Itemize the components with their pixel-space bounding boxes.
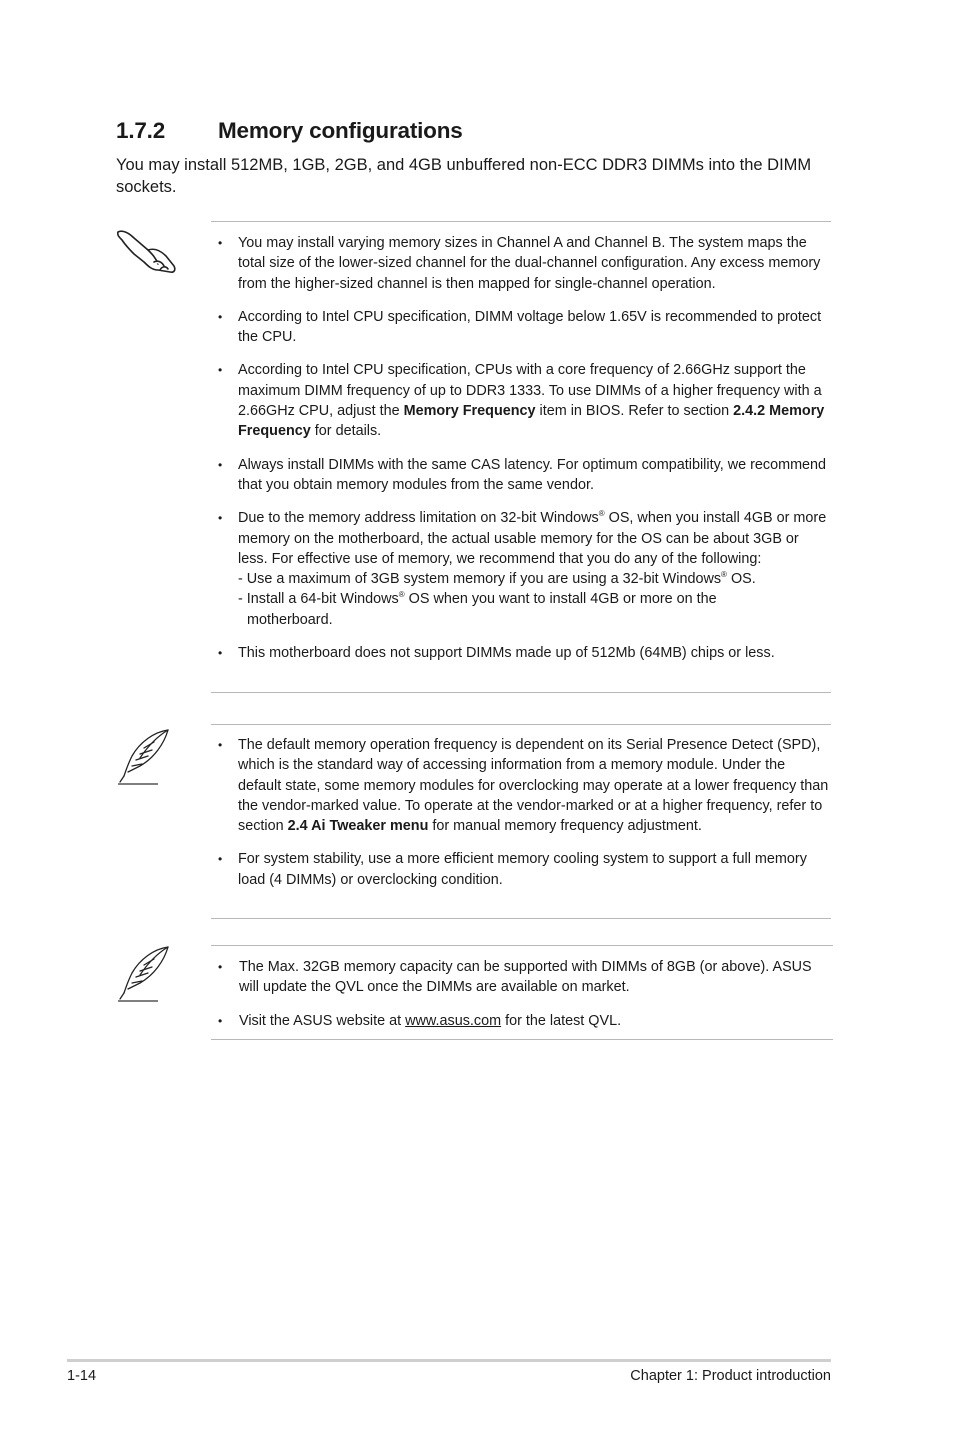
bullet: • (218, 738, 223, 752)
bullet: • (218, 511, 223, 526)
hand-pointing-icon (114, 226, 180, 276)
list-item: • According to Intel CPU specification, CPUs with a core frequency of 2.66GHz support the maximum DIMM frequency of up to DDR3 1333. To use DIMMs of a higher frequency with a 2.66GHz CPU, adjust the Memory Frequency item in BIOS. Refer to section 2.4.2 Memory Frequency for details. (218, 362, 825, 440)
bold-ref: 2.4.2 Memory Frequency (238, 403, 825, 440)
sub-item: - Install a 64-bit Windows® OS when you want to install 4GB or more on the (238, 590, 717, 608)
important-box (211, 221, 831, 693)
note-list-2 (211, 946, 833, 1031)
list-item: • The Max. 32GB memory capacity can be supported with DIMMs of 8GB (or above). ASUS will update the QVL once the DIMMs are available on market. (218, 959, 812, 996)
note-box-1 (211, 724, 831, 919)
footer-divider (67, 1359, 831, 1362)
bullet: • (218, 1013, 223, 1028)
bullet: • (218, 309, 223, 324)
sub-item-continuation: motherboard. (247, 611, 333, 628)
bullet: • (218, 363, 223, 378)
page-number: 1-14 (67, 1368, 97, 1384)
list-item: • You may install varying memory sizes in Channel A and Channel B. The system maps the total size of the lower-sized channel for the dual-channel configuration. Any excess memory from the higher-sized channel is then mapped for single-channel operation. (218, 235, 821, 292)
list-item: • Due to the memory address limitation on 32-bit Windows® OS, when you install 4GB or more memory on the motherboard, the actual usable memory for the OS can be about 3GB or less. For effective use of memory, we recommend that you do any of the following: - Use a maximum of 3GB system memory if you are using a 32-bit Windows® OS. - Install a 64-bit Windows® OS when you want to install 4GB or more on the motherboard. (211, 508, 831, 630)
bullet: • (218, 646, 223, 661)
sub-item: - Use a maximum of 3GB system memory if you are using a 32-bit Windows® OS. (238, 570, 756, 588)
note-list-1 (211, 725, 831, 890)
registered-mark: ® (721, 570, 727, 580)
bullet: • (218, 960, 223, 974)
asus-website-link[interactable]: www.asus.com (405, 1012, 502, 1029)
bold-ref: 2.4 Ai Tweaker menu (287, 818, 429, 835)
bullet: • (218, 236, 223, 250)
bullet: • (218, 852, 223, 867)
list-item: • For system stability, use a more efficient memory cooling system to support a full memory load (4 DIMMs) or overclocking condition. (218, 851, 807, 888)
list-item: • According to Intel CPU specification, DIMM voltage below 1.65V is recommended to protect the CPU. (218, 308, 822, 346)
bold-ref: Memory Frequency (403, 403, 536, 420)
list-item: • The default memory operation frequency is dependent on its Serial Presence Detect (SPD), which is the standard way of accessing information from a memory module. Under the default state, some memory modules for overclocking may operate at a lower frequency than the vendor-marked value. To operate at the vendor-marked or at a higher frequency, refer to section 2.4 Ai Tweaker menu for manual memory frequency adjustment. (218, 737, 829, 835)
list-item: • Visit the ASUS website at www.asus.com for the latest QVL. (211, 1011, 833, 1031)
registered-mark: ® (398, 590, 405, 600)
list-item: • Always install DIMMs with the same CAS latency. For optimum compatibility, we recommend that you obtain memory modules from the same vendor. (218, 456, 827, 493)
important-list (211, 222, 831, 663)
feather-pen-icon (114, 728, 174, 786)
list-item: • This motherboard does not support DIMMs made up of 512Mb (64MB) chips or less. (211, 643, 831, 663)
note-box-2 (211, 945, 833, 1040)
bullet: • (218, 457, 223, 472)
feather-pen-icon (114, 945, 174, 1003)
section-title: Memory configurations (218, 118, 463, 143)
section-intro: You may install 512MB, 1GB, 2GB, and 4GB unbuffered non-ECC DDR3 DIMMs into the DIMM sockets. (116, 156, 812, 196)
registered-mark: ® (598, 509, 605, 519)
chapter-title: Chapter 1: Product introduction (630, 1368, 831, 1384)
section-number: 1.7.2 (116, 118, 166, 143)
